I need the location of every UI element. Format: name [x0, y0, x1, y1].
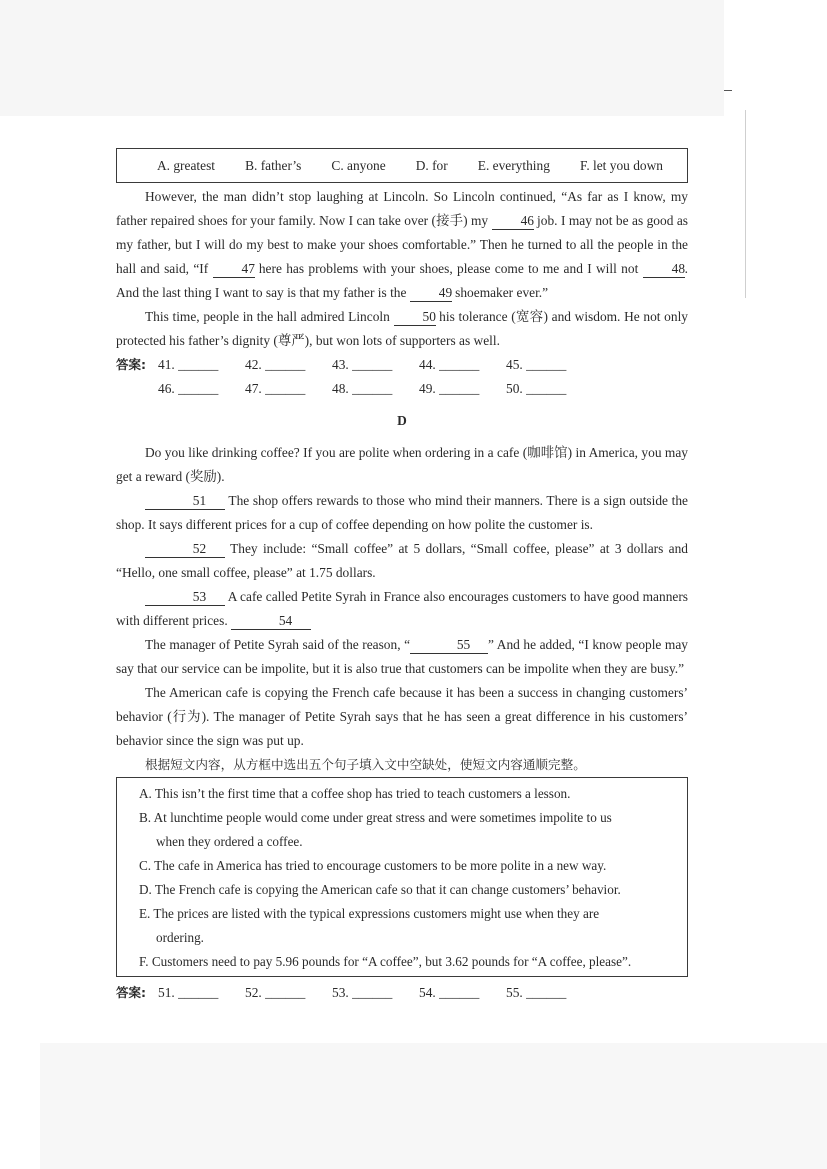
word-options-box: [116, 148, 688, 183]
answer-blank: 53. ______: [332, 985, 393, 1000]
sentence-option-c: C. The cafe in America has tried to encourage customers to be more polite in a new way.: [139, 858, 607, 873]
top-gray-region: [0, 0, 724, 116]
word-option: D. for: [415, 157, 448, 173]
answer-blank: 43. ______: [332, 357, 393, 372]
blank-47: 47: [213, 261, 255, 278]
sentence-option-a: A. This isn’t the first time that a coffee shop has tried to teach customers a lesson.: [139, 786, 571, 801]
answer-blank: 54. ______: [419, 985, 480, 1000]
blank-48: 48: [643, 261, 685, 278]
sentence-option-e-continued: ordering.: [156, 930, 204, 945]
answer-label: 答案:: [116, 985, 146, 1000]
passage-c-paragraph-1: However, the man didn’t stop laughing at Lincoln. So Lincoln continued, “As far as I know, my father repaired shoes for your family. Now I can take over (接手) my 46 job. I may not be as good as my father, but I will do my best to make your shoes comfortable.” Then he turned to all the people in the hall and said, “If 47 here has problems with your shoes, please come to me and I will not 48. And the last thing I want to say is that my father is the 49 shoemaker ever.”: [116, 189, 688, 300]
passage-d-paragraph-5: The manager of Petite Syrah said of the reason, “ 55 ” And he added, “I know people may say that our service can be impolite, but it is also true that customers can be impolite when they are busy.”: [116, 637, 688, 676]
answer-blank: 52. ______: [245, 985, 306, 1000]
sentence-option-d: D. The French cafe is copying the American cafe so that it can change customers’ behavior.: [139, 882, 621, 897]
answer-label: 答案:: [116, 357, 146, 372]
section-d-title: D: [397, 413, 407, 428]
instruction-text: 根据短文内容，从方框中选出五个句子填入文中空缺处，使短文内容通顺完整。: [145, 757, 586, 772]
word-option: F. let you down: [579, 157, 663, 173]
worksheet-page: [116, 148, 688, 1005]
answer-blank: 47. ______: [245, 381, 306, 396]
answer-row-d: [116, 981, 688, 1005]
sentence-option-f: F. Customers need to pay 5.96 pounds for “A coffee”, but 3.62 pounds for “A coffee, please”.: [139, 954, 632, 969]
sentence-options-box: [116, 777, 688, 977]
passage-d-paragraph-3: 52 They include: “Small coffee” at 5 dollars, “Small coffee, please” at 3 dollars and “Hello, one small coffee, please” at 1.75 dollars.: [116, 541, 688, 580]
passage-d-paragraph-6: The American cafe is copying the French cafe because it has been a success in changing customers’ behavior (行为). The manager of Petite Syrah says that he has seen a great difference in his customers’ behavior since the sign was put up.: [116, 685, 688, 748]
sentence-option-b: B. At lunchtime people would come under great stress and were sometimes impolite to us: [139, 810, 612, 825]
passage-d-paragraph-2: 51 The shop offers rewards to those who mind their manners. There is a sign outside the shop. It says different prices for a cup of coffee depending on how polite the customer is.: [116, 493, 688, 532]
word-option: A. greatest: [157, 157, 216, 173]
blank-50: 50: [394, 309, 436, 326]
answer-blank: 48. ______: [332, 381, 393, 396]
blank-51: 51: [145, 493, 225, 510]
answer-blank: 51. ______: [158, 985, 219, 1000]
word-option: E. everything: [477, 157, 550, 173]
margin-dash-mark: [724, 90, 732, 91]
bottom-gray-region: [40, 1043, 827, 1169]
word-option: B. father’s: [245, 157, 302, 173]
answer-blank: 55. ______: [506, 985, 567, 1000]
blank-52: 52: [145, 541, 225, 558]
blank-46: 46: [492, 213, 534, 230]
answer-blank: 45. ______: [506, 357, 567, 372]
blank-53: 53: [145, 589, 225, 606]
answer-blank: 49. ______: [419, 381, 480, 396]
blank-55: 55: [410, 637, 488, 654]
passage-d-paragraph-4: 53 A cafe called Petite Syrah in France also encourages customers to have good manners with different prices. 54: [116, 589, 688, 628]
answer-blank: 44. ______: [419, 357, 480, 372]
passage-d-paragraph-1: Do you like drinking coffee? If you are polite when ordering in a cafe (咖啡馆) in America, you may get a reward (奖励).: [116, 445, 688, 484]
answer-blank: 50. ______: [506, 381, 567, 396]
margin-vertical-line: [745, 110, 746, 298]
answer-row-c-2: [116, 377, 688, 401]
answer-blank: 46. ______: [158, 381, 219, 396]
answer-blank: 41. ______: [158, 357, 219, 372]
word-option: C. anyone: [331, 157, 386, 173]
blank-49: 49: [410, 285, 452, 302]
passage-c-paragraph-2: This time, people in the hall admired Lincoln 50 his tolerance (宽容) and wisdom. He not only protected his father’s dignity (尊严), but won lots of supporters as well.: [116, 309, 688, 348]
answer-row-c-1: [116, 353, 688, 377]
blank-54: 54: [231, 613, 311, 630]
sentence-option-e: E. The prices are listed with the typical expressions customers might use when they are: [139, 906, 600, 921]
answer-blank: 42. ______: [245, 357, 306, 372]
sentence-option-b-continued: when they ordered a coffee.: [156, 834, 303, 849]
